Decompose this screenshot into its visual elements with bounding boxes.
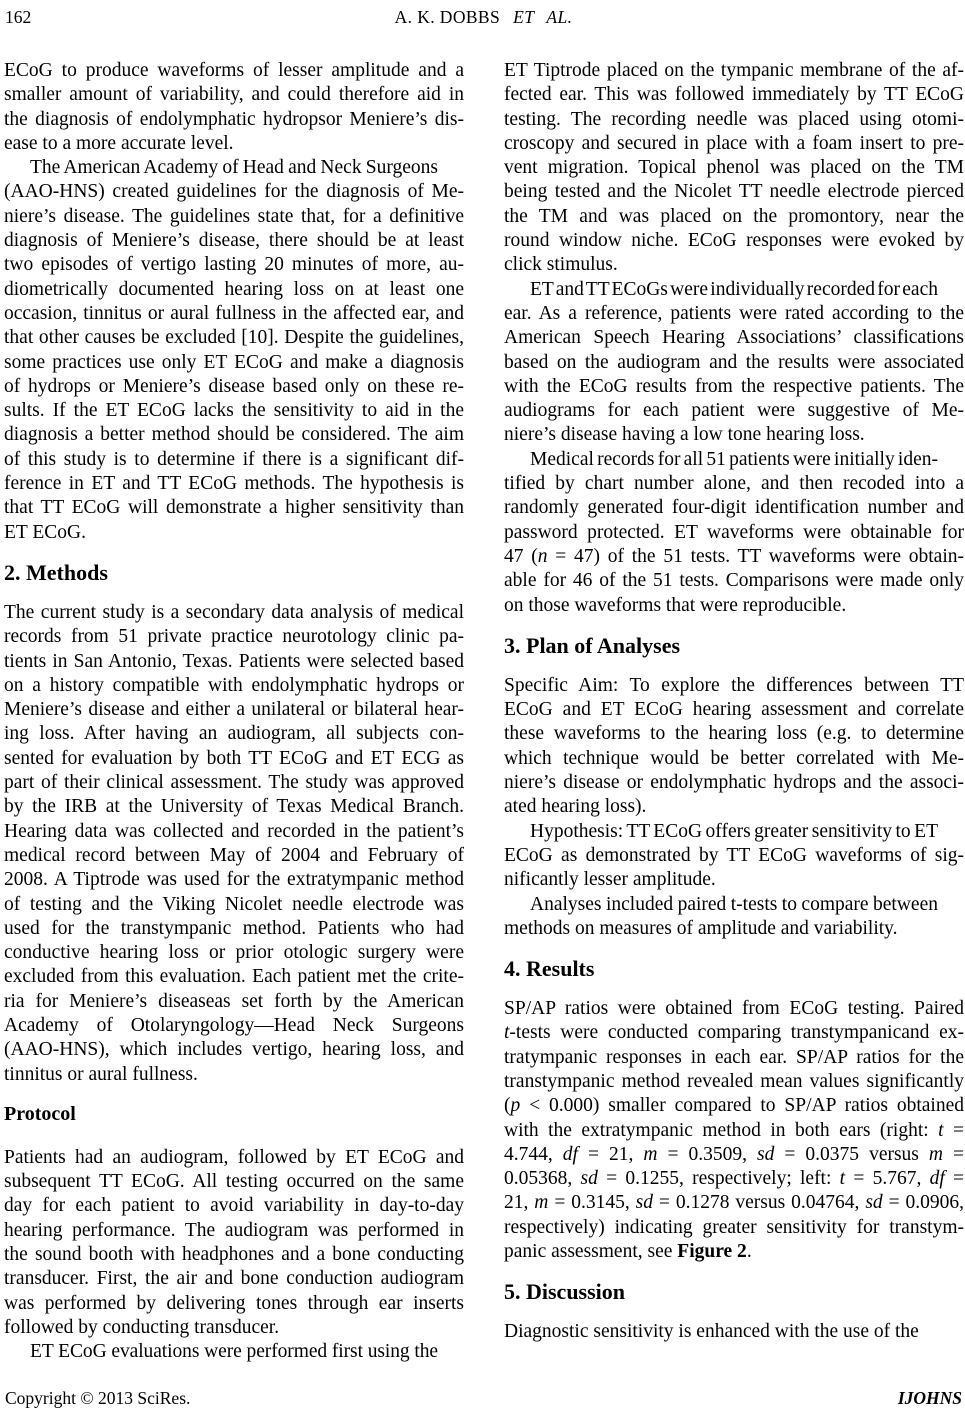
text-line: ECoG and ET ECoG hearing assessment and correlate [504,699,964,721]
text-line: tients in San Antonio, Texas. Patients were selected based [4,650,464,672]
copyright-text: Copyright © 2013 SciRes. [5,1388,191,1408]
text-line: ECoG as demonstrated by TT ECoG waveforms of sig- [504,844,964,866]
text-line: nificantly lesser amplitude. [504,869,716,891]
paragraph [4,1146,464,1340]
text-line: (AAO-HNS), which includes vertigo, hearing loss, and [4,1039,464,1061]
paragraph [4,1340,464,1364]
text-line: with the ECoG results from the respective patients. The [504,375,964,397]
text-line: audiograms for each patient were suggestive of Me- [504,400,964,422]
paragraph [504,820,964,893]
text-line: based on the audiogram and the results were associated [504,351,964,373]
text-line: smaller amount of variability, and could therefore aid in [4,84,464,106]
text-line: ear. As a reference, patients were rated according to the [504,302,964,324]
text-line: diometrically documented hearing loss on at least one [4,278,464,300]
text-line: ria for Meniere’s diseaseas set forth by the American [4,990,464,1012]
text-line: respectively) indicating greater sensitivity for transtym- [504,1216,964,1238]
text-line: the diagnosis of endolymphatic hydropsor Meniere’s dis- [4,108,464,130]
text-line: 4.744, df = 21, m = 0.3509, sd = 0.0375 versus m = [504,1143,965,1165]
running-title-et: ET [513,7,535,27]
text-line: these waveforms to the hearing loss (e.g. to determine [504,723,964,745]
text-line: medical record between May of 2004 and February of [4,844,464,866]
text-line: The current study is a secondary data analysis of medical [4,601,464,623]
text-line: sults. If the ET ECoG lacks the sensitivity to aid in the [4,400,464,422]
text-line: methods on measures of amplitude and variability. [504,917,898,939]
text-line: niere’s disease or endolymphatic hydrops and the associ- [504,772,964,794]
text-line: part of their clinical assessment. The study was approved [4,772,464,794]
running-title-author: A. K. DOBBS [394,7,501,27]
text-line: 2008. A Tiptrode was used for the extratympanic method [4,869,464,891]
text-line: ference in ET and TT ECoG methods. The hypothesis is [4,473,464,495]
text-line: with the extratympanic method in both ears (right: t = [504,1119,964,1141]
text-line: click stimulus. [504,254,618,276]
text-line: some practices use only ET ECoG and make a diagnosis [4,351,464,373]
text-line: occasion, tinnitus or aural fullness in the affected ear, and [4,302,464,324]
text-line: Specific Aim: To explore the differences between TT [504,674,964,696]
text-line: Hearing data was collected and recorded in the patient’s [4,820,464,842]
text-line: that TT ECoG will demonstrate a higher sensitivity than [4,497,464,519]
text-line: diagnosis a better method should be considered. The aim [4,424,464,446]
text-line: ET ECoG. [4,521,86,543]
page-footer [5,1388,962,1412]
text-line: by the IRB at the University of Texas Medical Branch. [4,796,464,818]
text-line: fected ear. This was followed immediately by TT ECoG [504,84,964,106]
text-line: the TM and was placed on the promontory, near the [504,205,964,227]
text-line: two episodes of vertigo lasting 20 minutes of more, au- [4,254,464,276]
text-line: of hydrops or Meniere’s disease based only on these re- [4,375,464,397]
text-line: day for each patient to avoid variability in day-to-day [4,1195,464,1217]
text-line: Analyses included paired t-tests to compare between [530,893,938,915]
text-line: on a history compatible with endolymphatic hydrops or [4,674,464,696]
text-line: used for the transtympanic method. Patients who had [4,917,464,939]
text-line: (p < 0.000) smaller compared to SP/AP ratios obtained [504,1095,964,1117]
text-line: records from 51 private practice neurotology clinic pa- [4,626,464,648]
paragraph [504,278,964,448]
text-line: 21, m = 0.3145, sd = 0.1278 versus 0.04764, sd = 0.0906, [504,1192,964,1214]
text-line: of testing and the Viking Nicolet needle electrode was [4,893,464,915]
text-line: ease to a more accurate level. [4,132,234,154]
paragraph [504,448,964,618]
text-line: on those waveforms that were reproducible. [504,594,847,616]
text-line: being tested and the Nicolet TT needle electrode pierced [504,181,964,203]
text-line: ECoG to produce waveforms of lesser amplitude and a [4,60,464,81]
text-line: round window niche. ECoG responses were evoked by [504,230,964,252]
section-heading: 5. Discussion [504,1279,626,1305]
text-line: which technique would be better correlated with Me- [504,747,964,769]
text-line: tratympanic responses in each ear. SP/AP ratios for the [504,1046,964,1068]
text-line: excluded from this evaluation. Each patient met the crite- [4,966,464,988]
text-line: SP/AP ratios were obtained from ECoG testing. Paired [504,998,964,1020]
text-line: panic assessment, see Figure 2. [504,1241,752,1263]
running-title-al: AL. [546,7,573,27]
running-title [5,7,962,28]
text-line: Diagnostic sensitivity is enhanced with the use of the [504,1321,919,1343]
text-line: vent migration. Topical phenol was placed on the TM [504,157,964,179]
page-header [5,7,962,31]
text-line: transtympanic method revealed mean values significantly [504,1070,964,1092]
text-line: was performed by delivering tones through ear inserts [4,1292,464,1314]
text-line: tified by chart number alone, and then recoded into a [504,473,964,495]
text-line: subsequent TT ECoG. All testing occurred on the same [4,1171,464,1193]
text-line: sented for evaluation by both TT ECoG and ET ECG as [4,747,464,769]
text-line: followed by conducting transducer. [4,1316,280,1338]
text-line: of this study is to determine if there is a significant dif- [4,448,464,470]
text-line: t-tests were conducted comparing transtympanicand ex- [504,1022,964,1044]
text-line: testing. The recording needle was placed using otomi- [504,108,964,130]
text-line: niere’s disease. The guidelines state that, for a definitive [4,205,464,227]
text-line: The American Academy of Head and Neck Surgeons [30,157,438,179]
text-line: Medical records for all 51 patients were initially iden- [530,448,938,470]
text-line: diagnosis of Meniere’s disease, there should be at least [4,230,464,252]
paragraph [504,893,964,942]
section-heading: 4. Results [504,956,595,982]
text-line: able for 46 of the 51 tests. Comparisons were made only [504,570,964,592]
paragraph [504,1320,964,1344]
text-line: tinnitus or aural fullness. [4,1063,198,1085]
text-line: Academy of Otolaryngology—Head Neck Surgeons [4,1014,464,1036]
text-line: password protected. ET waveforms were obtainable for [504,521,964,543]
text-line: transducer. First, the air and bone conduction audiogram [4,1268,464,1290]
text-line: croscopy and secured in place with a foam insert to pre- [504,132,964,154]
text-line: ET Tiptrode placed on the tympanic membrane of the af- [504,60,964,81]
page-number: 162 [5,7,32,27]
paragraph [504,997,964,1264]
text-line: 47 (n = 47) of the 51 tests. TT waveforms were obtain- [504,545,964,567]
text-column-left [4,59,464,1365]
text-line: ing loss. After having an audiogram, all subjects con- [4,723,464,745]
text-line: ated hearing loss). [504,796,647,818]
text-line: ET ECoG evaluations were performed first using the [30,1341,438,1363]
text-line: niere’s disease having a low tone hearing loss. [504,424,865,446]
journal-name: IJOHNS [897,1388,962,1408]
text-line: (AAO-HNS) created guidelines for the diagnosis of Me- [4,181,464,203]
section-heading: 2. Methods [4,559,108,585]
text-column-right [504,59,964,1345]
subsection-heading: Protocol [4,1102,76,1125]
paragraph [4,59,464,156]
text-line: hearing performance. The audiogram was performed in [4,1219,464,1241]
text-line: ET and TT ECoGs were individually recorded for each [530,278,938,300]
text-line: that other causes be excluded [10]. Despite the guidelines, [4,327,464,349]
text-line: Hypothesis: TT ECoG offers greater sensitivity to ET [530,820,938,842]
section-heading: 3. Plan of Analyses [504,632,681,658]
text-line: conductive hearing loss or prior otologic surgery were [4,942,464,964]
text-line: 0.05368, sd = 0.1255, respectively; left: t = 5.767, df = [504,1168,965,1190]
text-line: American Speech Hearing Associations’ classifications [504,327,964,349]
text-line: Patients had an audiogram, followed by ET ECoG and [4,1146,464,1168]
paragraph [504,674,964,820]
paragraph [4,601,464,1087]
text-line: randomly generated four-digit identification number and [504,497,964,519]
paragraph [4,156,464,545]
text-line: the sound booth with headphones and a bone conducting [4,1244,464,1266]
text-line: Meniere’s disease and either a unilateral or bilateral hear- [4,699,464,721]
paragraph [504,59,964,278]
